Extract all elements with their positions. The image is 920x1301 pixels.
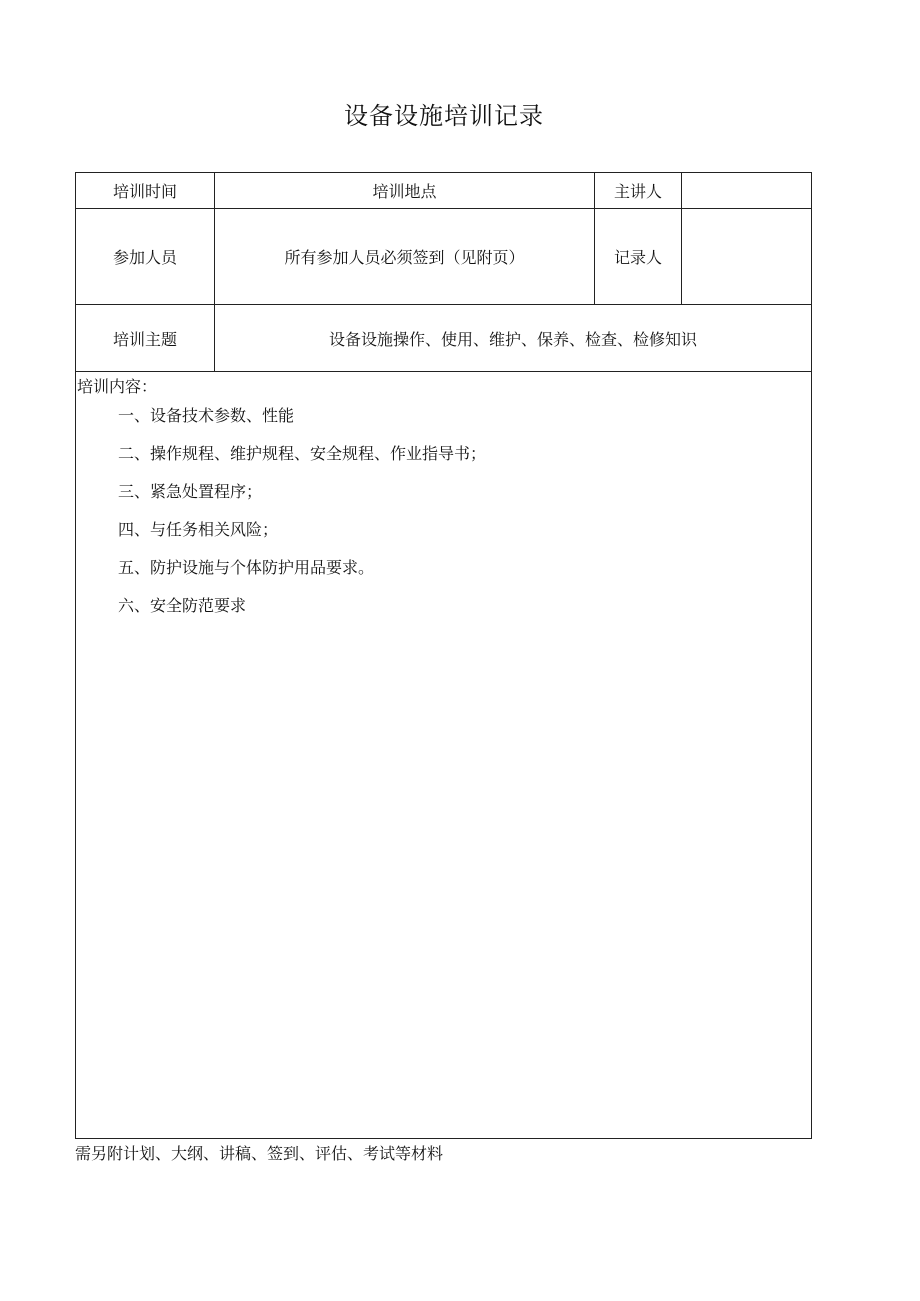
training-topic-label: 培训主题 bbox=[76, 305, 215, 372]
training-record-table bbox=[75, 172, 812, 1139]
list-item: 四、与任务相关风险； bbox=[118, 520, 279, 539]
participants-label: 参加人员 bbox=[76, 209, 215, 305]
list-item: 五、防护设施与个体防护用品要求。 bbox=[118, 558, 375, 577]
list-item: 六、安全防范要求 bbox=[118, 596, 247, 615]
participants-value: 所有参加人员必须签到（见附页） bbox=[215, 209, 595, 305]
footnote: 需另附计划、大纲、讲稿、签到、评估、考试等材料 bbox=[75, 1144, 444, 1163]
training-time-label: 培训时间 bbox=[76, 173, 215, 209]
recorder-field[interactable] bbox=[682, 209, 812, 305]
training-content-list bbox=[118, 404, 486, 632]
list-item: 一、设备技术参数、性能 bbox=[118, 406, 295, 425]
recorder-label: 记录人 bbox=[595, 209, 682, 305]
list-item: 三、紧急处置程序； bbox=[118, 482, 263, 501]
speaker-label: 主讲人 bbox=[595, 173, 682, 209]
training-topic-value: 设备设施操作、使用、维护、保养、检查、检修知识 bbox=[215, 305, 812, 372]
training-content-label: 培训内容： bbox=[77, 377, 158, 396]
list-item: 二、操作规程、维护规程、安全规程、作业指导书； bbox=[118, 444, 487, 463]
page-title: 设备设施培训记录 bbox=[344, 102, 544, 130]
training-location-label: 培训地点 bbox=[215, 173, 595, 209]
speaker-field[interactable] bbox=[682, 173, 812, 209]
training-content-cell bbox=[76, 372, 812, 1139]
